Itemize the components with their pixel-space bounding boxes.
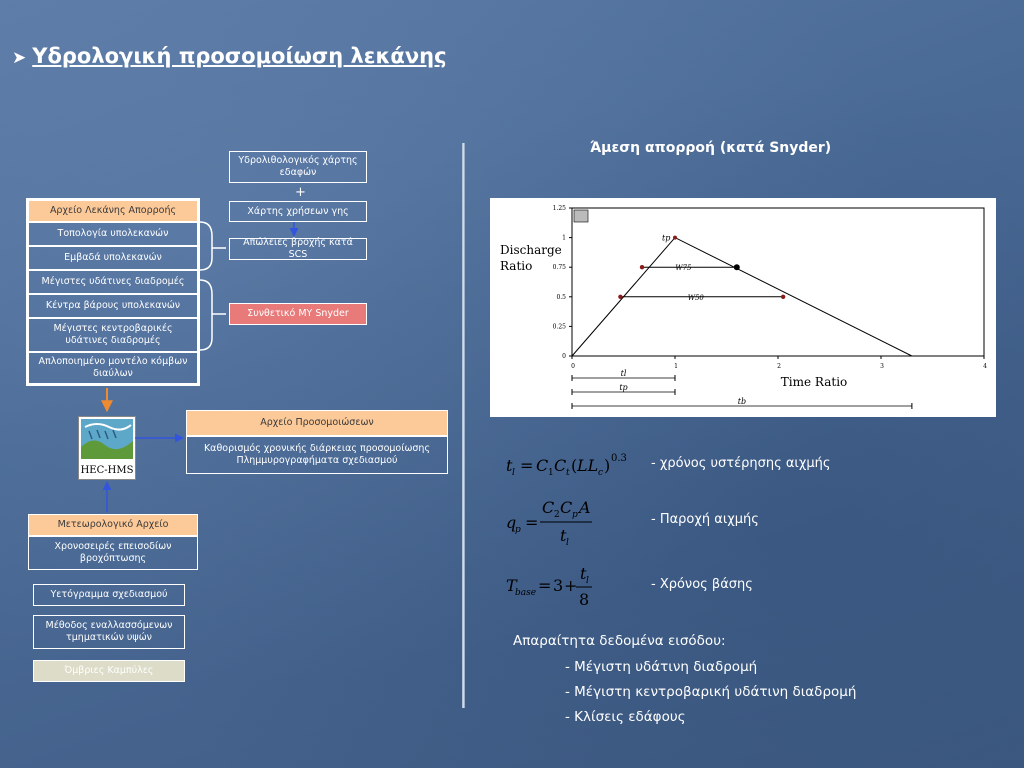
peak-label: tp [662,233,671,243]
svg-text:(: ( [571,456,578,475]
y-axis-label-line2: Ratio [500,259,533,273]
base-time-label: - Χρόνος βάσης [651,577,753,592]
snyder-uh-box: Συνθετικό ΜΥ Snyder [229,303,367,325]
svg-text:C: C [542,498,555,517]
rainfall-timeseries-box: Χρονοσειρές επεισοδίων βροχόπτωσης [28,536,198,570]
svg-text:0.3: 0.3 [611,453,627,464]
x-tick-label: 1 [674,363,678,370]
svg-text:C: C [536,456,549,475]
svg-text:8: 8 [579,590,590,609]
basin-item-max-paths: Μέγιστες υδάτινες διαδρομές [28,270,198,294]
meteorological-file-header: Μετεωρολογικό Αρχείο [28,514,198,536]
land-use-map-box: Χάρτης χρήσεων γης [229,201,367,222]
basin-item-centroid-paths: Μέγιστες κεντροβαρικές υδάτινες διαδρομές [28,318,198,352]
w75-label: W75 [675,264,692,273]
y-tick-label: 0 [562,353,566,360]
plot-frame [572,208,984,356]
required-item-2: - Μέγιστη κεντροβαρική υδάτινη διαδρομή [565,684,857,700]
alternating-block-method-box: Μέθοδος εναλλασσόμενων τμηματικών υψών [33,615,185,649]
dimension-label-tl: tl [620,369,627,378]
svg-text:t: t [566,468,570,478]
lag-time-label: - χρόνος υστέρησης αιχμής [651,456,831,471]
x-tick-label: 0 [571,363,575,370]
lag-time-equation [500,445,640,485]
y-tick-label: 0.5 [556,293,566,301]
x-tick-label: 3 [880,363,884,370]
svg-text:3: 3 [553,576,564,595]
scs-losses-box: Απώλειες βροχής κατά SCS [229,238,367,260]
chart-title: Άμεση απορροή (κατά Snyder) [590,140,832,156]
required-item-3: - Κλίσεις εδάφους [565,709,686,725]
svg-text:t: t [580,564,587,583]
required-data-title: Απαραίτητα δεδομένα εισόδου: [513,633,726,649]
svg-text:p: p [515,525,521,535]
w75-point-right [734,264,740,270]
basin-item-centroids: Κέντρα βάρους υπολεκανών [28,294,198,318]
svg-text:=: = [538,576,552,595]
svg-text:q: q [506,513,517,532]
svg-text:l: l [586,576,589,586]
svg-text:l: l [566,538,569,548]
basin-file-header: Αρχείο Λεκάνης Απορροής [28,200,198,222]
hec-hms-label: HEC-HMS [80,465,134,476]
svg-text:A: A [579,498,591,517]
design-hydrographs-text: Πλημμυρογραφήματα σχεδιασμού [236,455,398,466]
svg-text:=: = [520,456,534,475]
base-time-equation [500,562,640,612]
x-tick-label: 2 [777,363,781,370]
svg-text:2: 2 [554,510,560,520]
dimension-label-tp: tp [619,383,628,392]
y-axis-label-line1: Discharge [500,243,562,257]
svg-text:T: T [506,576,517,595]
svg-text:C: C [560,498,573,517]
idf-curves-box: Όμβριες Καμπύλες [33,660,185,682]
svg-text:l: l [512,468,515,478]
svg-text:p: p [572,510,578,520]
design-hyetograph-box: Υετόγραμμα σχεδιασμού [33,584,185,606]
svg-text:base: base [515,588,537,598]
w50-point-left [618,295,622,299]
hydrolithology-map-box: Υδρολιθολογικός χάρτης εδαφών [229,151,367,183]
peak-point [673,236,677,240]
w50-label: W50 [687,293,704,302]
svg-text:t: t [506,456,513,475]
basin-item-topology: Τοπολογία υπολεκανών [28,222,198,246]
svg-text:1: 1 [548,468,554,478]
required-item-1: - Μέγιστη υδάτινη διαδρομή [565,659,758,675]
svg-text:t: t [560,526,567,545]
basin-item-node-model: Απλοποιημένο μοντέλο κόμβων διαύλων [28,352,198,384]
svg-text:LL: LL [577,456,599,475]
simulation-duration-text: Καθορισμός χρονικής διάρκειας προσομοίωσης [203,443,431,454]
w50-point-right [781,295,785,299]
svg-text:=: = [525,513,539,532]
y-tick-label: 0.75 [552,264,566,272]
slide-title: ➤ Υδρολογική προσομοίωση λεκάνης [12,44,447,68]
plus-sign: + [295,185,306,200]
svg-text:+: + [564,576,578,595]
y-tick-label: 0.25 [552,323,566,331]
x-axis-label: Time Ratio [780,375,848,389]
chart-svg [490,198,996,417]
vertical-divider [462,143,465,708]
flow-connectors [0,0,470,768]
basin-item-areas: Εμβαδά υπολεκανών [28,246,198,270]
dimension-label-tb: tb [737,397,747,406]
peak-discharge-equation [500,495,640,550]
hatch-legend-icon [574,210,588,222]
x-tick-label: 4 [983,363,987,370]
svg-text:C: C [554,456,567,475]
arrow-bullet-icon: ➤ [12,48,27,68]
peak-discharge-label: - Παροχή αιχμής [651,512,759,527]
w75-point-left [640,265,644,269]
svg-text:): ) [604,456,611,475]
svg-text:c: c [598,468,604,478]
snyder-hydrograph-chart [490,198,996,417]
simulation-file-header: Αρχείο Προσομοιώσεων [186,410,448,436]
y-tick-label: 1.25 [552,205,566,212]
y-tick-label: 1 [562,234,566,242]
